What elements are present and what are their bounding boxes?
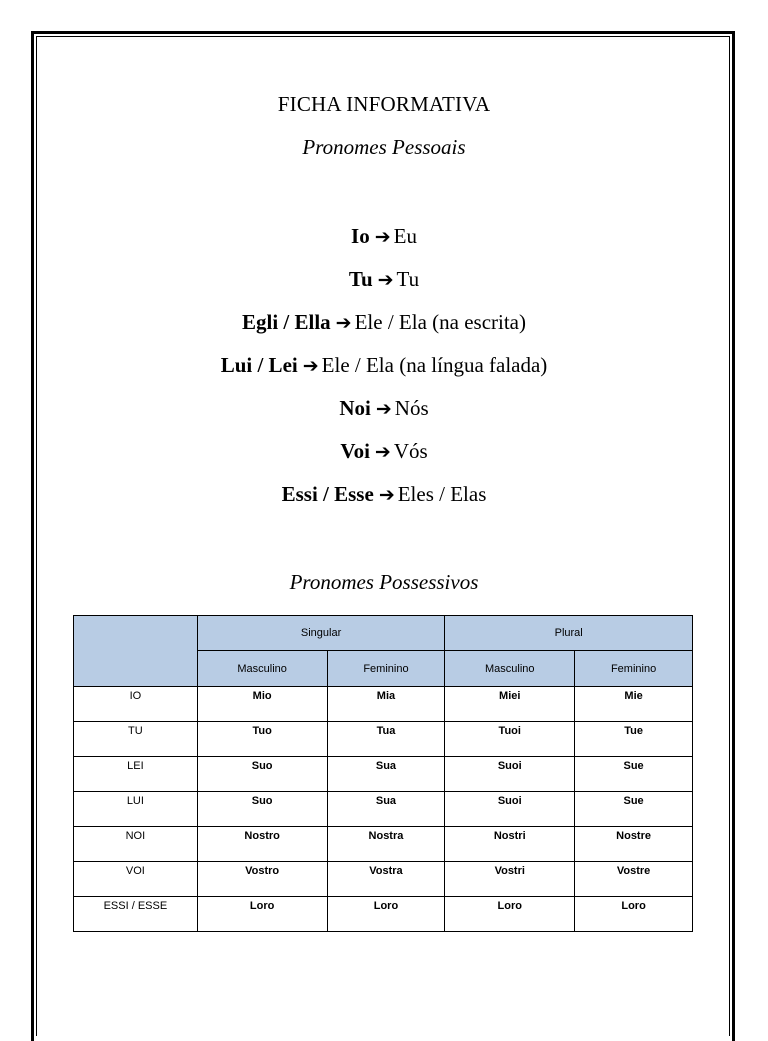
arrow-icon: ➔	[378, 484, 395, 506]
table-cell: Tuoi	[445, 722, 575, 757]
table-row	[74, 722, 693, 757]
pronoun-line	[0, 351, 768, 394]
arrow-icon: ➔	[374, 226, 391, 248]
table-cell: Suoi	[445, 757, 575, 792]
table-cell: Mia	[327, 687, 445, 722]
table-corner-cell	[74, 616, 198, 687]
table-cell: Loro	[197, 897, 327, 932]
table-cell: Mie	[575, 687, 693, 722]
subheader-plural-feminine: Feminino	[575, 651, 693, 687]
row-pronoun: TU	[74, 722, 198, 757]
portuguese-translation: Eu	[393, 224, 417, 248]
italian-pronoun: Noi	[339, 396, 371, 420]
pronoun-line	[0, 394, 768, 437]
table-cell: Suo	[197, 792, 327, 827]
portuguese-translation: Ele / Ela (na língua falada)	[321, 353, 548, 377]
pronoun-line	[0, 308, 768, 351]
table-cell: Loro	[445, 897, 575, 932]
table-row	[74, 827, 693, 862]
subheader-singular-masculine: Masculino	[197, 651, 327, 687]
personal-pronouns-subtitle: Pronomes Pessoais	[302, 135, 466, 159]
row-pronoun: VOI	[74, 862, 198, 897]
portuguese-translation: Vós	[393, 439, 428, 463]
document-title: FICHA INFORMATIVA	[277, 92, 491, 116]
table-cell: Sua	[327, 792, 445, 827]
italian-pronoun: Io	[351, 224, 370, 248]
subheader-singular-feminine: Feminino	[327, 651, 445, 687]
pronoun-line	[0, 222, 768, 265]
row-pronoun: IO	[74, 687, 198, 722]
table-cell: Sua	[327, 757, 445, 792]
table-cell: Tue	[575, 722, 693, 757]
arrow-icon: ➔	[374, 441, 391, 463]
table-cell: Vostre	[575, 862, 693, 897]
header-singular: Singular	[197, 616, 445, 651]
italian-pronoun: Egli / Ella	[241, 310, 331, 334]
pronoun-line	[0, 265, 768, 308]
possessive-pronouns-table	[73, 615, 693, 932]
table-cell: Vostro	[197, 862, 327, 897]
table-cell: Nostro	[197, 827, 327, 862]
personal-pronouns-list	[0, 222, 768, 523]
italian-pronoun: Essi / Esse	[281, 482, 374, 506]
portuguese-translation: Eles / Elas	[397, 482, 487, 506]
portuguese-translation: Tu	[396, 267, 420, 291]
table-row	[74, 757, 693, 792]
possessive-pronouns-title: Pronomes Possessivos	[289, 570, 479, 594]
table-cell: Nostra	[327, 827, 445, 862]
portuguese-translation: Nós	[394, 396, 429, 420]
table-cell: Miei	[445, 687, 575, 722]
table-row	[74, 687, 693, 722]
table-cell: Tua	[327, 722, 445, 757]
table-cell: Sue	[575, 792, 693, 827]
table-header-row	[74, 616, 693, 651]
table-cell: Suoi	[445, 792, 575, 827]
table-row	[74, 862, 693, 897]
table-row	[74, 792, 693, 827]
italian-pronoun: Lui / Lei	[220, 353, 298, 377]
table-cell: Vostra	[327, 862, 445, 897]
pronoun-line	[0, 437, 768, 480]
arrow-icon: ➔	[377, 269, 394, 291]
table-cell: Loro	[575, 897, 693, 932]
table-row	[74, 897, 693, 932]
row-pronoun: LUI	[74, 792, 198, 827]
italian-pronoun: Tu	[348, 267, 373, 291]
arrow-icon: ➔	[375, 398, 392, 420]
portuguese-translation: Ele / Ela (na escrita)	[354, 310, 526, 334]
row-pronoun: ESSI / ESSE	[74, 897, 198, 932]
row-pronoun: NOI	[74, 827, 198, 862]
header-plural: Plural	[445, 616, 693, 651]
pronoun-line	[0, 480, 768, 523]
table-cell: Sue	[575, 757, 693, 792]
row-pronoun: LEI	[74, 757, 198, 792]
table-cell: Mio	[197, 687, 327, 722]
table-cell: Nostri	[445, 827, 575, 862]
table-cell: Tuo	[197, 722, 327, 757]
table-cell: Vostri	[445, 862, 575, 897]
table-cell: Nostre	[575, 827, 693, 862]
italian-pronoun: Voi	[340, 439, 370, 463]
table-cell: Loro	[327, 897, 445, 932]
table-cell: Suo	[197, 757, 327, 792]
arrow-icon: ➔	[335, 312, 352, 334]
subheader-plural-masculine: Masculino	[445, 651, 575, 687]
arrow-icon: ➔	[302, 355, 319, 377]
